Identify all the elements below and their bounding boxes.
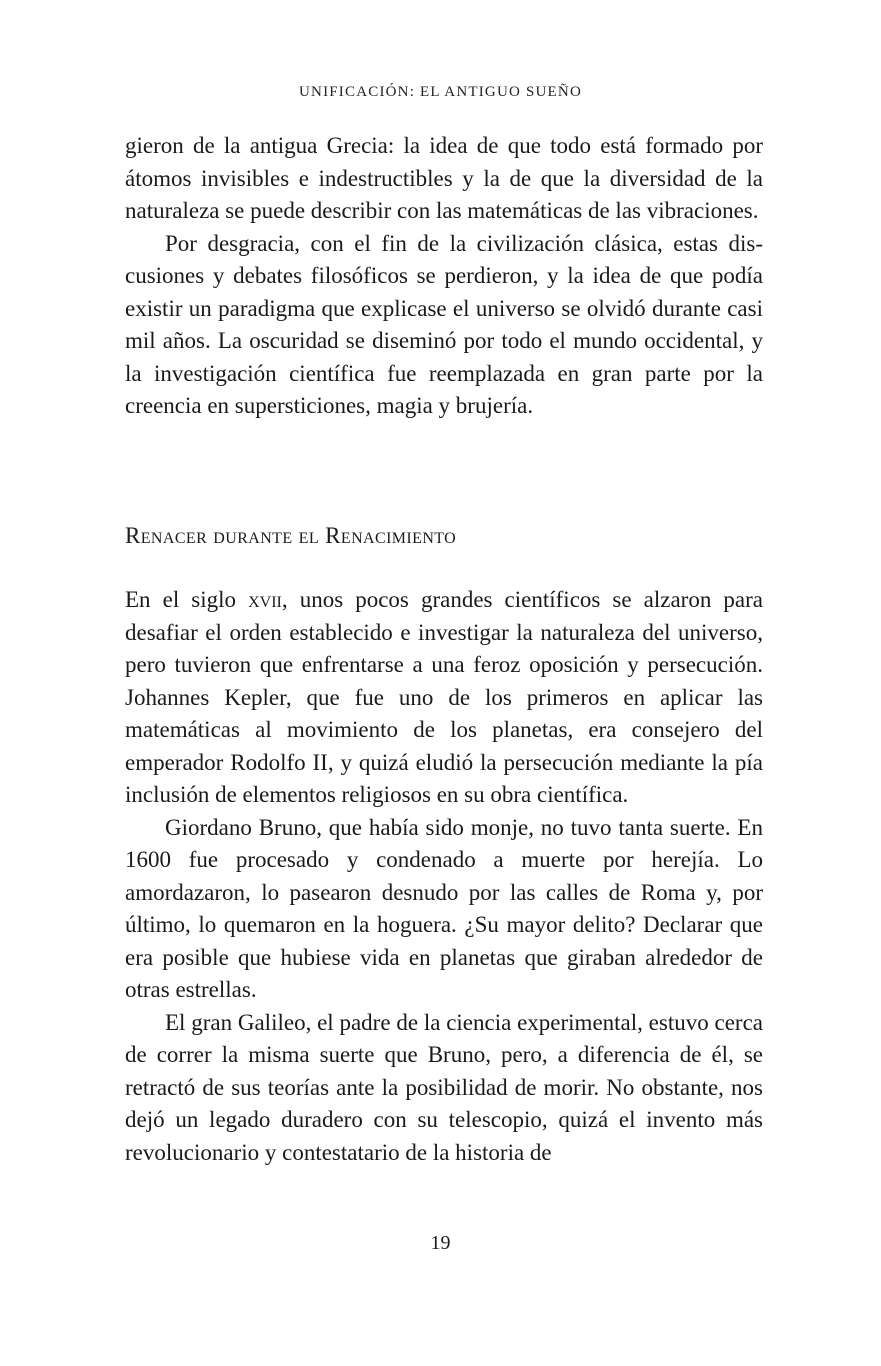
paragraph-dark-ages: Por desgracia, con el fin de la civilización clásica, estas discusiones y debates filosóficos se perdieron, y la idea de que podía existir un paradigma que explicase el universo se olvidó durante casi mil años. La oscuridad se diseminó por todo el mundo occidental, y la investigación científica fue reemplazada en gran parte por la creencia en supersticiones, magia y brujería. — [125, 230, 763, 418]
running-head: UNIFICACIÓN: EL ANTIGUO SUEÑO — [299, 84, 582, 100]
paragraph-kepler — [125, 584, 763, 812]
page-number: 19 — [430, 1232, 451, 1254]
paragraph-continuation: gieron de la antigua Grecia: la idea de que todo está formado por átomos invisibles e indestructibles y la de que la diversidad de la naturaleza se puede describir con las matemáticas de las vibraciones. — [125, 133, 763, 223]
paragraph-galileo: El gran Galileo, el padre de la ciencia experimental, estuvo cerca de correr la misma suerte que Bruno, pero, a diferencia de él, se retractó de sus teorías ante la posibilidad de morir. No obstante, nos dejó un legado duradero con su telescopio, quizá el invento más revolucionario y contestatario de la historia de — [125, 1009, 763, 1165]
paragraph-bruno: Giordano Bruno, que había sido monje, no tuvo tanta suerte. En 1600 fue procesado y condenado a muerte por herejía. Lo amordazaron, lo pasearon desnudo por las calles de Roma y, por último, lo quemaron en la hoguera. ¿Su mayor delito? Declarar que era posible que hubiese vida en planetas que giraban alrededor de otras estrellas. — [125, 814, 763, 1002]
bottom-text-block — [125, 584, 763, 1169]
top-text-block — [125, 130, 763, 423]
paragraph-kepler-body: , unos pocos grandes científicos se alzaron para desafiar el orden establecido e investigar la naturaleza del universo, pero tuvieron que enfrentarse a una feroz oposición y persecución. Johannes Kepler, que fue uno de los primeros en aplicar las matemáticas al movimiento de los planetas, era consejero del emperador Rodolfo II, y quizá eludió la persecución mediante la pía inclusión de elementos religiosos en su obra científica. — [125, 587, 763, 807]
section-heading: Renacer durante el Renacimiento — [125, 523, 457, 548]
century-numeral: xvii — [248, 587, 282, 612]
paragraph-kepler-lead: En el siglo — [125, 587, 249, 612]
